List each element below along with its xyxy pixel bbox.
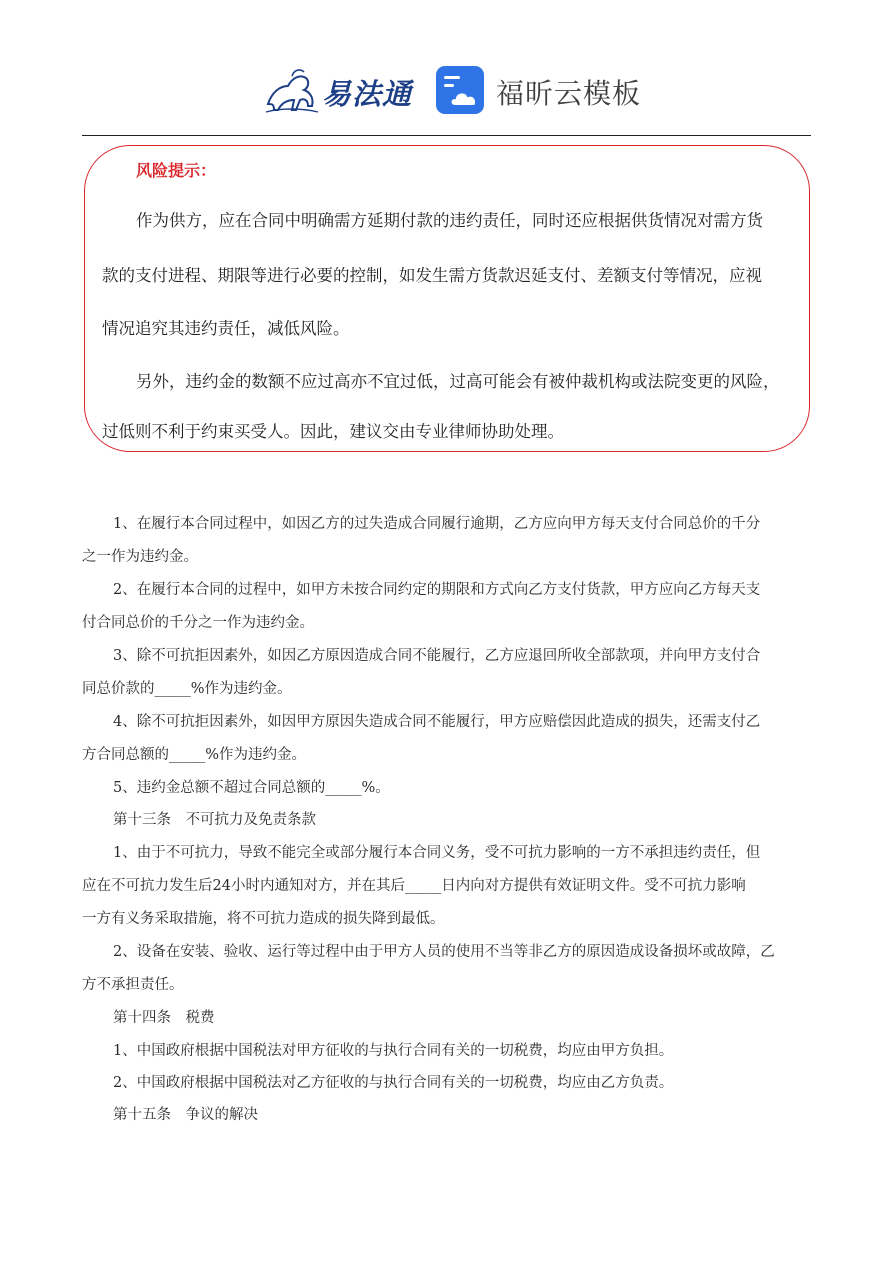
header bbox=[0, 58, 893, 124]
risk-notice-line: 另外，违约金的数额不应过高亦不宜过低，过高可能会有被仲裁机构或法院变更的风险， bbox=[136, 372, 780, 391]
clause-line: 方不承担责任。 bbox=[82, 977, 184, 993]
clause-line: 1、在履行本合同过程中，如因乙方的过失造成合同履行逾期，乙方应向甲方每天支付合同总价的千分 bbox=[113, 516, 761, 532]
risk-notice-title: 风险提示： bbox=[136, 161, 217, 180]
risk-notice-line: 情况追究其违约责任，减低风险。 bbox=[102, 319, 350, 338]
yifatong-logo-text: 易法通 bbox=[322, 77, 413, 111]
clause-line: 4、除不可抗拒因素外，如因甲方原因失造成合同不能履行，甲方应赔偿因此造成的损失，还需支付乙 bbox=[113, 714, 761, 730]
section-heading: 第十四条 税费 bbox=[113, 1010, 215, 1026]
risk-notice-line: 过低则不利于约束买受人。因此，建议交由专业律师协助处理。 bbox=[102, 422, 564, 441]
header-divider bbox=[82, 135, 811, 136]
clause-line: 之一作为违约金。 bbox=[82, 549, 198, 565]
clause-line: 3、除不可抗拒因素外，如因乙方原因造成合同不能履行，乙方应退回所收全部款项，并向甲方支付合 bbox=[113, 648, 761, 664]
clause-line: 2、中国政府根据中国税法对乙方征收的与执行合同有关的一切税费，均应由乙方负责。 bbox=[113, 1075, 674, 1091]
section-heading: 第十五条 争议的解决 bbox=[113, 1107, 258, 1123]
clause-line: 2、在履行本合同的过程中，如甲方未按合同约定的期限和方式向乙方支付货款，甲方应向乙方每天支 bbox=[113, 582, 761, 598]
risk-notice-line: 款的支付进程、期限等进行必要的控制，如发生需方货款迟延支付、差额支付等情况，应视 bbox=[102, 266, 762, 285]
risk-notice-line: 作为供方，应在合同中明确需方延期付款的违约责任，同时还应根据供货情况对需方货 bbox=[136, 211, 763, 230]
clause-line: 方合同总额的_____%作为违约金。 bbox=[82, 747, 307, 763]
clause-line: 5、违约金总额不超过合同总额的_____%。 bbox=[113, 780, 390, 796]
clause-line: 同总价款的_____%作为违约金。 bbox=[82, 681, 292, 697]
clause-line: 1、由于不可抗力，导致不能完全或部分履行本合同义务，受不可抗力影响的一方不承担违约责任，但 bbox=[113, 845, 761, 861]
clause-line: 2、设备在安装、验收、运行等过程中由于甲方人员的使用不当等非乙方的原因造成设备损坏或故障，乙 bbox=[113, 944, 775, 960]
clause-line: 付合同总价的千分之一作为违约金。 bbox=[82, 615, 314, 631]
clause-line: 应在不可抗力发生后24小时内通知对方，并在其后_____日内向对方提供有效证明文件。受不可抗力影响 bbox=[82, 878, 746, 894]
clause-line: 一方有义务采取措施，将不可抗力造成的损失降到最低。 bbox=[82, 911, 445, 927]
fuxin-cloud-logo-text: 福昕云模板 bbox=[496, 77, 642, 110]
risk-notice-box bbox=[84, 145, 810, 452]
fuxin-cloud-logo-icon bbox=[435, 64, 487, 118]
clause-line: 1、中国政府根据中国税法对甲方征收的与执行合同有关的一切税费，均应由甲方负担。 bbox=[113, 1043, 674, 1059]
section-heading: 第十三条 不可抗力及免责条款 bbox=[113, 812, 316, 828]
